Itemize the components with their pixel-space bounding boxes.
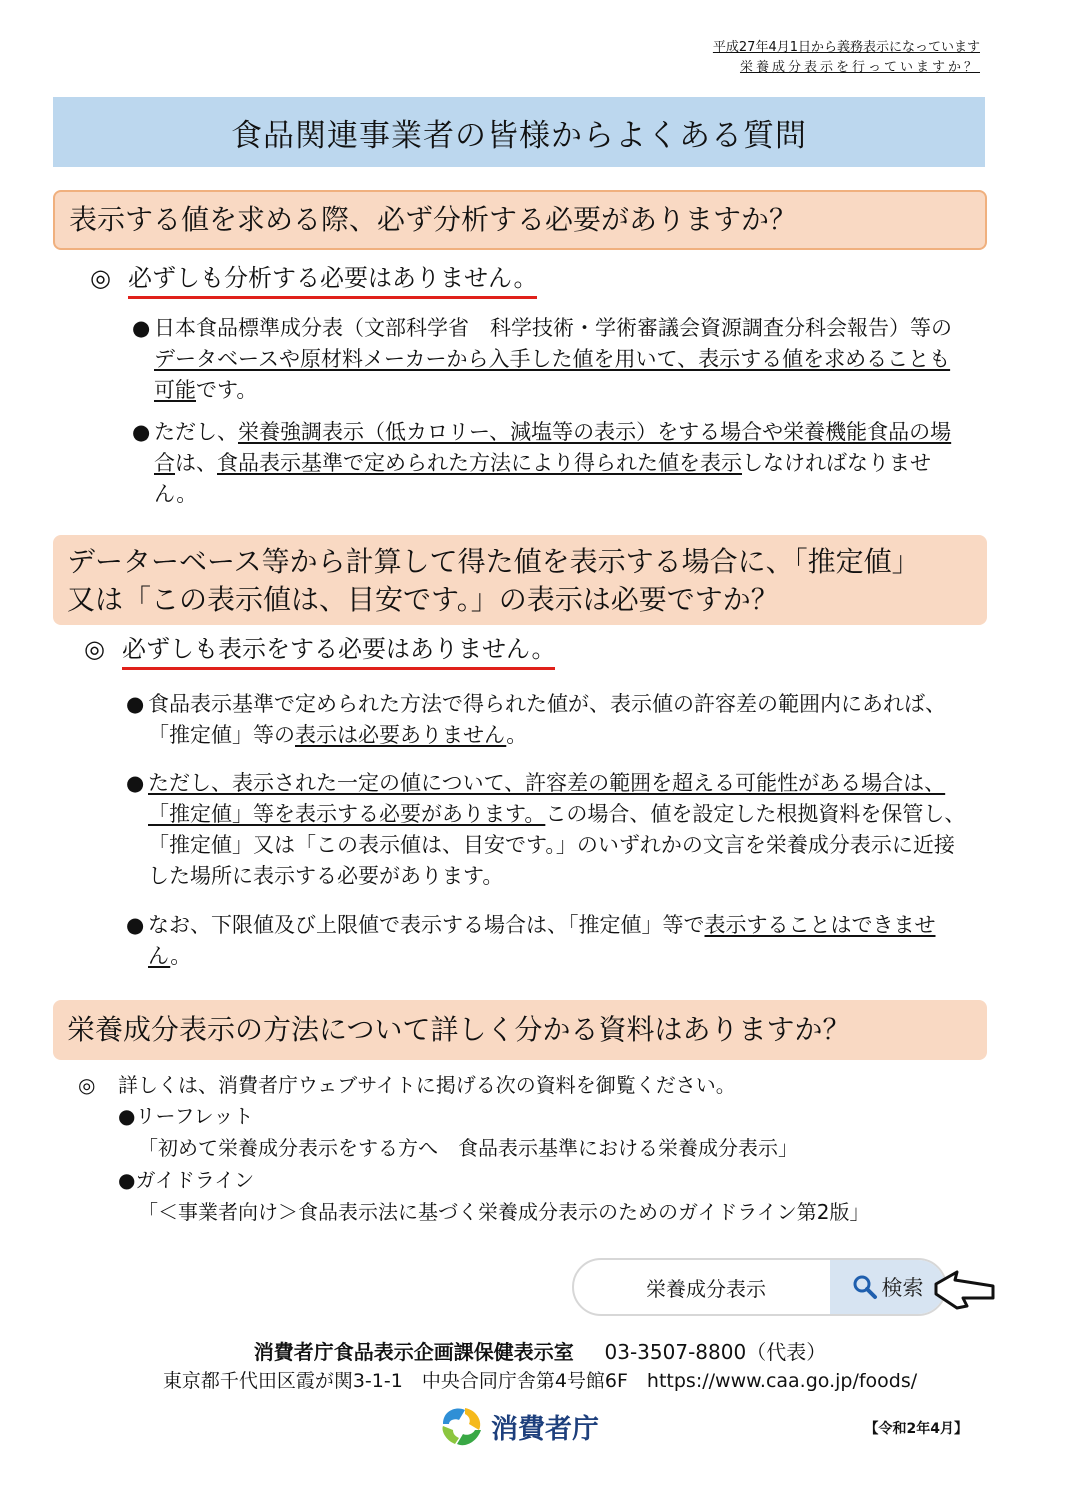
answer-3 (78, 1070, 870, 1228)
answer-2-text: 必ずしも表示をする必要はありません。 (122, 633, 555, 670)
resource-2 (118, 1164, 870, 1228)
q2-bullet-2 (126, 768, 966, 892)
double-circle-icon: ◎ (78, 1073, 96, 1097)
footer-office: 消費者庁食品表示企画課保健表示室 (253, 1340, 574, 1364)
q1-bullet-1-text: 日本食品標準成分表（文部科学省 科学技術・学術審議会資源調査分科会報告）等のデータベースや原材料メーカーから入手した値を用いて、表示する値を求めることも可能です。 (154, 316, 952, 402)
question-1: 表示する値を求める際、必ず分析する必要がありますか？ (53, 190, 987, 250)
bullet-icon: ● (126, 692, 145, 716)
top-note (713, 38, 980, 78)
bullet-icon: ● (126, 913, 145, 937)
question-2 (53, 535, 987, 625)
search-button[interactable] (830, 1260, 945, 1314)
answer-1 (90, 262, 537, 299)
q1-bullet-1 (132, 313, 967, 406)
q2-bullet-3 (126, 910, 956, 972)
resource-1-title: 「初めて栄養成分表示をする方へ 食品表示基準における栄養成分表示」 (138, 1136, 798, 1160)
bullet-icon: ● (126, 771, 145, 795)
agency-logo (437, 1402, 599, 1450)
bullet-icon: ● (118, 1168, 136, 1192)
footer-phone: 03-3507-8800（代表） (604, 1340, 827, 1364)
top-note-line2: 栄養成分表示を行っていますか？ (739, 60, 980, 75)
resource-2-title: 「＜事業者向け＞食品表示法に基づく栄養成分表示のためのガイドライン第2版」 (138, 1200, 870, 1224)
footer-address: 東京都千代田区霞が関3-1-1 中央合同庁舎第4号館6F https://www.caa.go.jp/foods/ (162, 1370, 918, 1392)
resource-1-label: リーフレット (135, 1104, 254, 1128)
footer-contact (0, 1336, 1080, 1368)
top-note-line1: 平成27年4月1日から義務表示になっています (712, 40, 980, 55)
answer-3-text: 詳しくは、消費者庁ウェブサイトに掲げる次の資料を御覧ください。 (118, 1073, 736, 1097)
question-2-line2: 又は「この表示値は、目安です。」の表示は必要ですか？ (67, 583, 779, 616)
q2-bullet-2-text: ただし、表示された一定の値について、許容差の範囲を超える可能性がある場合は、「推定値」等を表示する必要があります。この場合、値を設定した根拠資料を保管し、「推定値」又は「この表示値は、目安です。」のいずれかの文言を栄養成分表示に近接した場所に表示する必要があります。 (148, 771, 966, 888)
double-circle-icon: ◎ (90, 264, 111, 292)
bullet-icon: ● (118, 1104, 136, 1128)
bullet-icon: ● (132, 316, 151, 340)
resource-2-label: ガイドライン (135, 1168, 255, 1192)
answer-2 (84, 633, 555, 670)
answer-1-text: 必ずしも分析する必要はありません。 (128, 262, 537, 299)
search-button-label: 検索 (881, 1276, 924, 1300)
bullet-icon: ● (132, 420, 151, 444)
publish-date: 【令和2年4月】 (864, 1421, 968, 1437)
agency-logo-icon (437, 1402, 487, 1450)
double-circle-icon: ◎ (84, 635, 105, 663)
pointing-hand-icon (933, 1268, 999, 1312)
question-2-line1: データーベース等から計算して得た値を表示する場合に、「推定値」 (67, 545, 920, 578)
page-title: 食品関連事業者の皆様からよくある質問 (53, 97, 985, 167)
q2-bullet-1-text: 食品表示基準で定められた方法で得られた値が、表示値の許容差の範囲内にあれば、「推定値」等の表示は必要ありません。 (148, 692, 946, 747)
agency-logo-text: 消費者庁 (491, 1413, 599, 1445)
q2-bullet-3-text: なお、下限値及び上限値で表示する場合は、「推定値」等で表示することはできません。 (148, 913, 936, 968)
search-icon (852, 1274, 878, 1300)
q1-bullet-2-text: ただし、栄養強調表示（低カロリー、減塩等の表示）をする場合や栄養機能食品の場合は、食品表示基準で定められた方法により得られた値を表示しなければなりません。 (154, 420, 952, 506)
search-box (572, 1258, 947, 1316)
resource-1 (118, 1100, 870, 1164)
question-3: 栄養成分表示の方法について詳しく分かる資料はありますか？ (53, 1000, 987, 1060)
search-input[interactable]: 栄養成分表示 (646, 1276, 766, 1301)
q2-bullet-1 (126, 689, 946, 751)
q1-bullet-2 (132, 417, 954, 510)
